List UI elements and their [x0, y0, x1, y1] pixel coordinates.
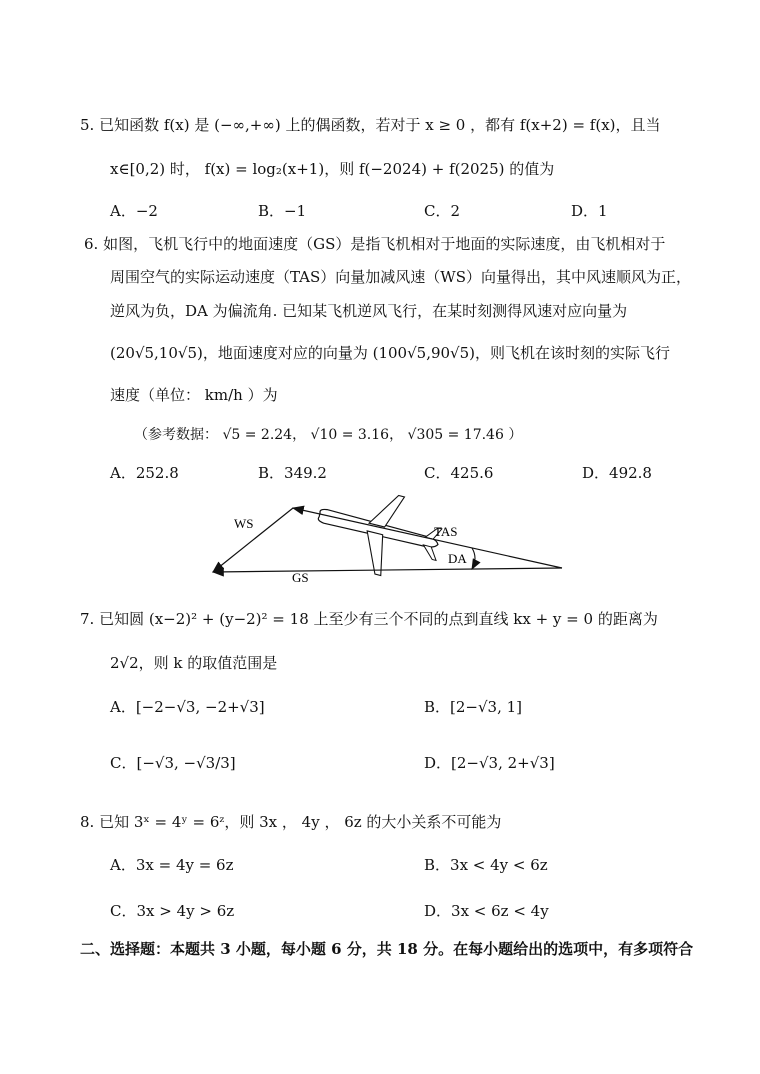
q8-line-1: 8. 已知 3ˣ = 4ʸ = 6ᶻ，则 3x ， 4y ， 6z 的大小关系不可能为 — [80, 813, 502, 831]
q6-line-2: 周围空气的实际运动速度（TAS）向量加减风速（WS）向量得出，其中风速顺风为正， — [110, 268, 691, 286]
q6-line-4: (20√5,10√5)，地面速度对应的向量为 (100√5,90√5)，则飞机在该时刻的实际飞行 — [110, 344, 671, 362]
q6-line-3: 逆风为负，DA 为偏流角. 已知某飞机逆风飞行，在某时刻测得风速对应向量为 — [110, 302, 628, 320]
q6-option-b[interactable]: B．349.2 — [258, 464, 327, 482]
q6-line-5: 速度（单位： km/h ）为 — [110, 386, 278, 404]
q5-option-a[interactable]: A．−2 — [110, 202, 158, 220]
q5-option-d[interactable]: D．1 — [571, 202, 608, 220]
q7-line-2: 2√2，则 k 的取值范围是 — [110, 654, 278, 672]
q5-line-1: 5. 已知函数 f(x) 是 (−∞,+∞) 上的偶函数，若对于 x ≥ 0 ，都有 f(x+2) = f(x)，且当 — [80, 116, 661, 134]
ws-label: WS — [234, 516, 254, 531]
q5-option-c[interactable]: C．2 — [424, 202, 461, 220]
q7-option-c[interactable]: C．[−√3, −√3/3] — [110, 754, 236, 772]
q8-option-c[interactable]: C．3x > 4y > 6z — [110, 902, 235, 920]
q7-line-1: 7. 已知圆 (x−2)² + (y−2)² = 18 上至少有三个不同的点到直线 kx + y = 0 的距离为 — [80, 610, 658, 628]
q6-reference-data: （参考数据： √5 = 2.24， √10 = 3.16， √305 = 17.46 ） — [134, 427, 523, 443]
section-2-heading: 二、选择题：本题共 3 小题，每小题 6 分，共 18 分。在每小题给出的选项中，有多项符合 — [80, 940, 694, 958]
q7-option-b[interactable]: B．[2−√3, 1] — [424, 698, 523, 716]
tas-label: TAS — [434, 524, 458, 539]
q6-option-a[interactable]: A．252.8 — [110, 464, 179, 482]
q6-line-1: 6. 如图，飞机飞行中的地面速度（GS）是指飞机相对于地面的实际速度，由飞机相对于 — [84, 235, 666, 253]
q8-option-d[interactable]: D．3x < 6z < 4y — [424, 902, 549, 920]
q6-option-d[interactable]: D．492.8 — [582, 464, 652, 482]
q6-option-c[interactable]: C．425.6 — [424, 464, 494, 482]
da-angle-arc — [472, 548, 475, 569]
q7-option-d[interactable]: D．[2−√3, 2+√3] — [424, 754, 555, 772]
gs-label: GS — [292, 570, 309, 585]
q7-option-a[interactable]: A．[−2−√3, −2+√3] — [110, 698, 265, 716]
q5-option-b[interactable]: B．−1 — [258, 202, 307, 220]
q8-option-a[interactable]: A．3x = 4y = 6z — [110, 856, 234, 874]
da-label: DA — [448, 551, 467, 566]
q6-vector-diagram — [200, 488, 580, 588]
tas-vector — [293, 508, 562, 568]
q8-option-b[interactable]: B．3x < 4y < 6z — [424, 856, 548, 874]
gs-vector — [213, 568, 562, 572]
q5-line-2: x∈[0,2) 时， f(x) = log₂(x+1)，则 f(−2024) + f(2025) 的值为 — [110, 160, 555, 178]
